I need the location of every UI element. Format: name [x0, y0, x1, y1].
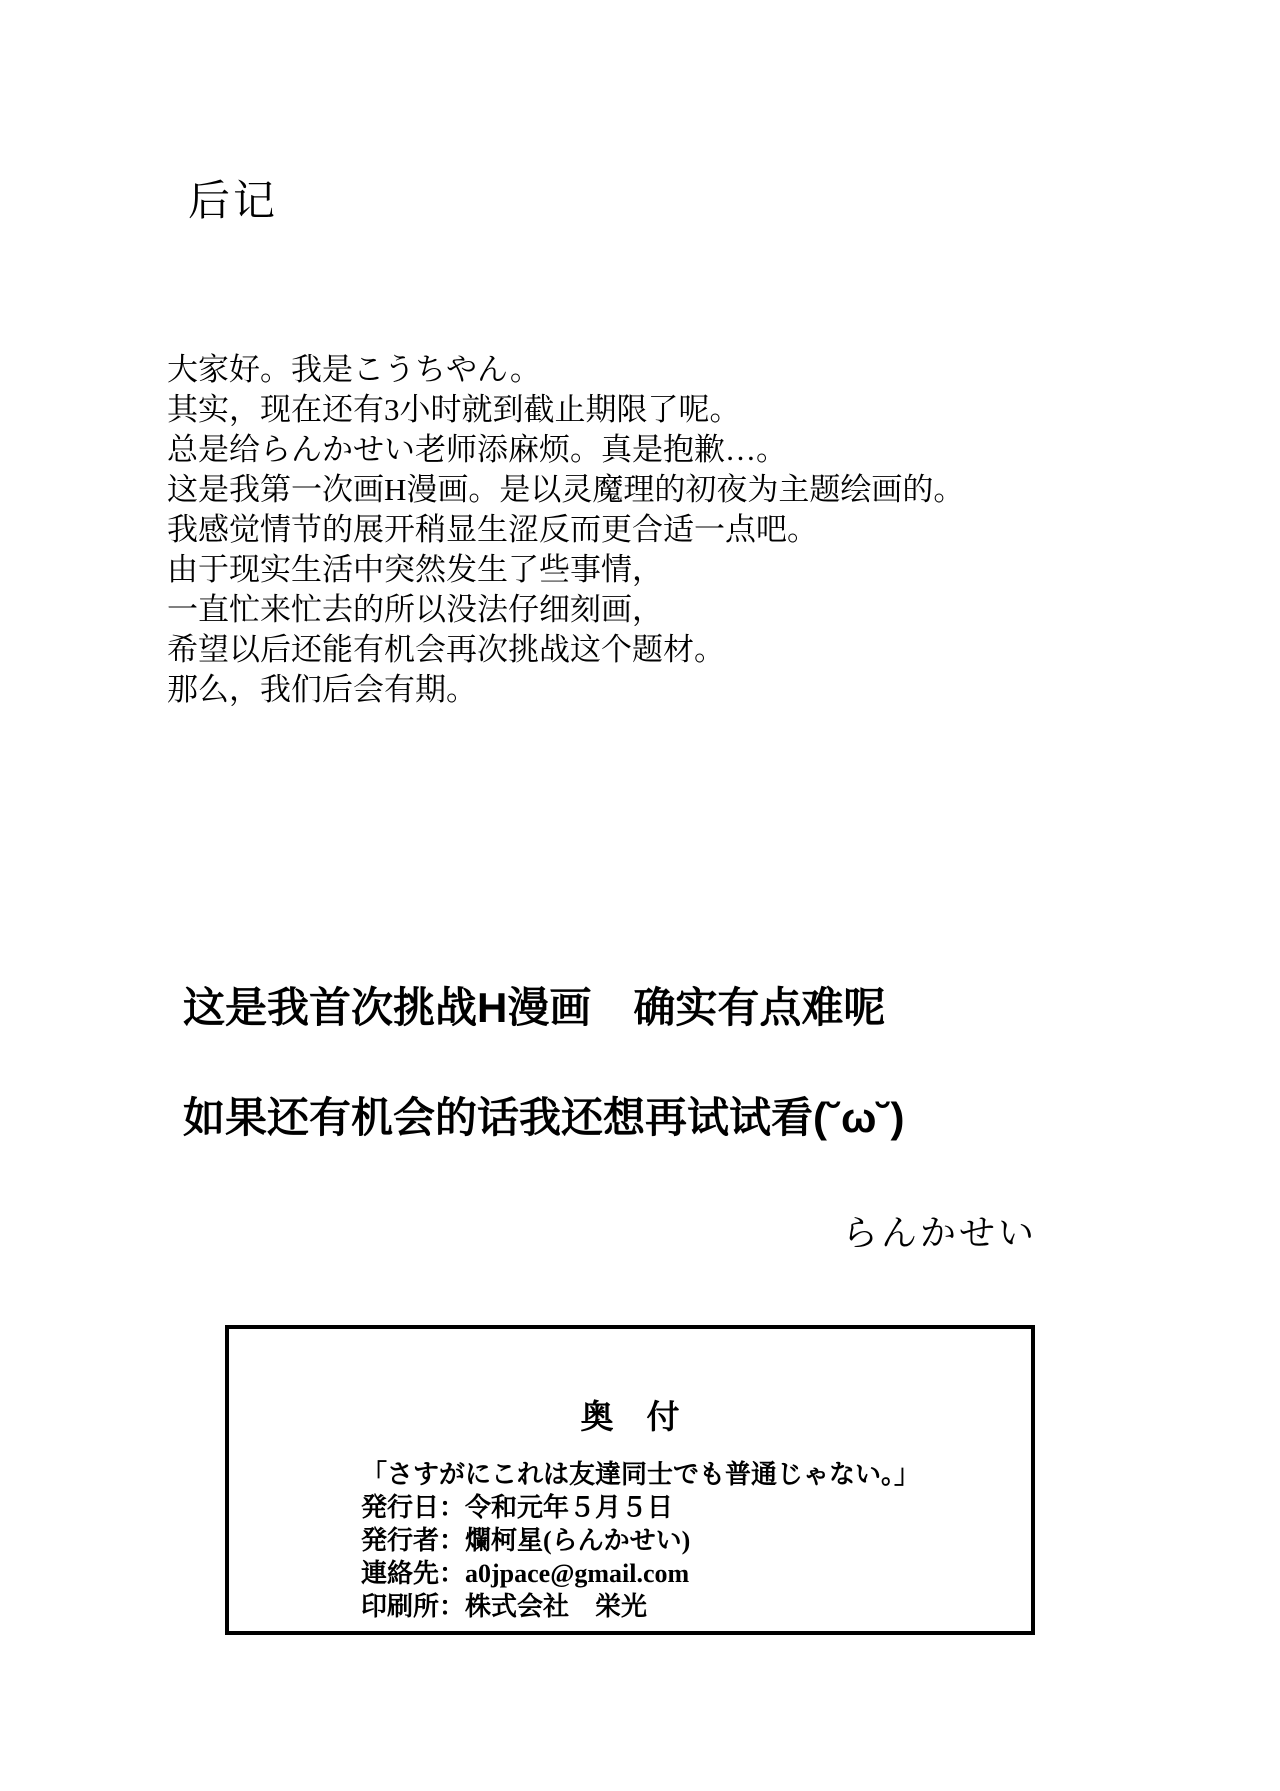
afterword-paragraph [167, 350, 964, 710]
afterword-line: 其实，现在还有3小时就到截止期限了呢。 [167, 392, 741, 427]
page-title: 后记 [188, 179, 279, 225]
afterword-line: 这是我第一次画H漫画。是以灵魔理的初夜为主题绘画的。 [167, 472, 965, 507]
colophon-printer-line: 印刷所：株式会社 栄光 [361, 1592, 648, 1621]
afterword-line: 那么，我们后会有期。 [167, 672, 477, 707]
colophon-contact-line: 連絡先：a0jpace@gmail.com [361, 1559, 690, 1588]
afterword-line: 由于现实生活中突然发生了些事情， [167, 552, 663, 587]
colophon-heading: 奥 付 [580, 1400, 680, 1436]
colophon-publisher-line: 発行者：爛柯星(らんかせい) [361, 1526, 691, 1555]
colophon-title-line: 「さすがにこれは友達同士でも普通じゃない。」 [361, 1460, 921, 1489]
afterword-line: 大家好。我是こうちやん。 [167, 352, 541, 387]
colophon-box [225, 1325, 1035, 1635]
afterword-line: 总是给らんかせい老师添麻烦。真是抱歉…。 [167, 432, 787, 467]
colophon-publish-date-line: 発行日：令和元年５月５日 [361, 1493, 674, 1522]
handwritten-note-line-2: 如果还有机会的话我还想再试试看(˘ω˘) [183, 1094, 905, 1141]
handwritten-note-line-1: 这是我首次挑战H漫画 确实有点难呢 [183, 984, 886, 1031]
author-signature: らんかせい [842, 1213, 1038, 1253]
afterword-line: 希望以后还能有机会再次挑战这个题材。 [167, 632, 725, 667]
afterword-line: 我感觉情节的展开稍显生涩反而更合适一点吧。 [167, 512, 818, 547]
colophon-details [361, 1458, 1031, 1623]
afterword-line: 一直忙来忙去的所以没法仔细刻画， [167, 592, 663, 627]
